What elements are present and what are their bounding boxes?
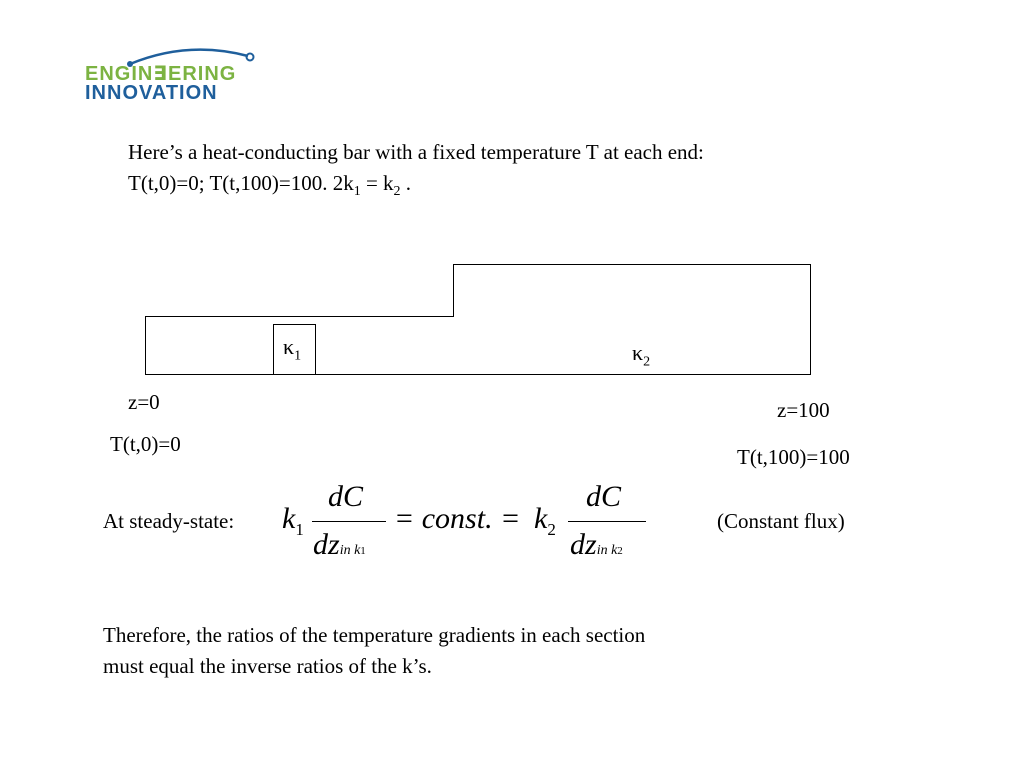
eq-den1-in: in k [339,543,361,558]
engineering-innovation-logo [78,42,282,108]
intro-line-1: Here’s a heat-conducting bar with a fixed temperature T at each end: [128,140,704,164]
eq-num1: dC [328,480,364,513]
conclusion-line-2: must equal the inverse ratios of the k’s. [103,654,432,678]
constant-flux-note: (Constant flux) [717,509,845,533]
intro-sub-1: 1 [353,184,361,200]
eq-k2-symbol: k [534,502,548,535]
intro-line-2 [128,168,411,207]
eq-k1-symbol: k [282,502,296,535]
bar-outline [146,265,811,375]
eq-den1 [313,528,366,562]
eq-num2: dC [586,480,622,513]
kappa2-label [632,340,650,370]
eq-fraction-bar-2 [568,521,646,522]
logo-text-engineering: ENGIN∃ERING [85,63,237,85]
intro-equals: = k [360,171,394,195]
intro-sub-2: 2 [393,184,401,200]
kappa1-label [283,334,301,364]
kappa2-sub: 2 [643,354,651,370]
eq-k2-sub: 2 [547,520,556,539]
flux-equation [280,478,660,578]
eq-den2-sub: 2 [617,545,623,557]
steady-state-label: At steady-state: [103,509,235,533]
heat-bar-diagram [140,258,820,382]
eq-fraction-bar-1 [312,521,386,522]
eq-den2 [570,528,623,562]
eq-den2-in: in k [596,543,618,558]
kappa1-sub: 1 [294,348,302,364]
eq-k1-sub: 1 [295,520,304,539]
intro-bc-text: T(t,0)=0; T(t,100)=100. 2k [128,171,354,195]
right-z-label: z=100 [777,398,830,422]
kappa1-symbol: κ [283,334,295,359]
right-temp-label: T(t,100)=100 [737,445,850,469]
left-temp-label: T(t,0)=0 [110,432,181,456]
eq-k2 [534,502,556,540]
eq-k1 [282,502,304,540]
eq-middle: = const. = [394,502,521,535]
logo-text-innovation: INNOVATION [85,82,218,104]
left-z-label: z=0 [128,390,160,414]
eq-den1-dz: dz [313,528,340,561]
conclusion-line-1: Therefore, the ratios of the temperature gradients in each section [103,623,646,647]
kappa2-symbol: κ [632,340,644,365]
intro-period: . [400,171,412,195]
eq-den2-dz: dz [570,528,597,561]
eq-den1-sub: 1 [360,545,366,557]
